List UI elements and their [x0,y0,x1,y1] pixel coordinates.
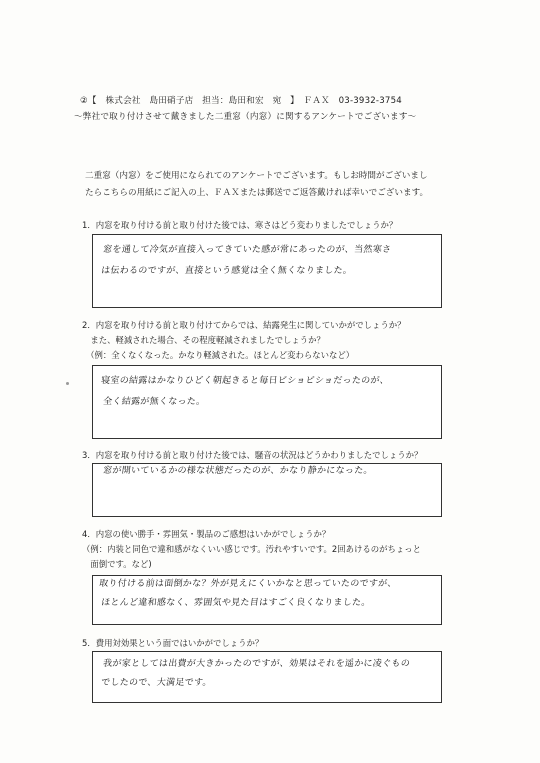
handwritten-answer: 全く結露が無くなった。 [102,397,206,407]
handwritten-answer: 取り付ける前は面倒かな？外が見えにくいかなと思っていたのですが、 [98,579,398,589]
question-text: 1．内窓を取り付ける前と取り付けた後では、寒さはどう変わりましたでしょうか？ [82,220,398,230]
question-text: また、軽減された場合、その程度軽減されましたでしょうか？ [82,335,325,345]
question-text: 4．内窓の使い勝手・雰囲気・製品のご感想はいかがでしょうか？ [82,529,331,539]
handwritten-answer: 我が家としては出費が大きかったのですが、効果はそれを遥かに凌ぐもの [102,659,411,669]
answer-box-3 [92,463,442,517]
handwritten-answer: 寝室の結露はかなりひどく朝起きると毎日ビショビショだったのが、 [100,376,390,386]
intro-paragraph [85,168,505,202]
question-4 [82,527,421,572]
question-text: 3．内窓を取り付ける前と取り付けた後では、騒音の状況はどうかわりましたでしょうか？ [82,450,423,460]
answer-box-1 [92,234,442,308]
intro-line: たらこちらの用紙にご記入の上、ＦＡＸまたは郵送でご返答戴ければ幸いでございます。 [85,188,429,198]
answer-box-4 [92,575,442,625]
question-text: （例：全くなくなった。かなり軽減された。ほとんど変わらないなど） [82,350,355,360]
scan-speck [66,382,69,385]
question-text: 2．内窓を取り付ける前と取り付けてからでは、結露発生に関していかがでしょうか？ [82,320,406,330]
question-1 [82,218,397,233]
handwritten-answer: 窓が開いているかの様な状態だったのが、かなり静かになった。 [102,466,374,476]
answer-box-5 [92,651,442,703]
handwritten-answer: 窓を通して冷気が直接入ってきていた感が常にあったのが、当然寒さ [102,245,392,255]
answer-box-2 [92,365,442,439]
question-3 [82,448,422,463]
handwritten-answer: でしたので、大満足です。 [100,678,213,688]
question-text: 5．費用対効果という面ではいかがでしょうか？ [82,638,264,648]
handwritten-answer: ほとんど違和感なく、雰囲気や見た目はすごく良くなりました。 [100,598,372,608]
question-5 [82,636,263,651]
question-text: （例：内装と同色で違和感がなくいい感じです。汚れやすいです。2回あけるのがちょっと [82,544,421,554]
question-2 [82,318,406,363]
handwritten-answer: は伝わるのですが、直接という感覚は全く無くなりました。 [100,266,353,276]
question-text: 面倒です。など) [82,559,152,569]
survey-subtitle: ～弊社で取り付けさせて戴きました二重窓（内窓）に関するアンケートでございます～ [74,112,417,122]
fax-header: ②【 株式会社 島田硝子店 担当：島田和宏 宛 】 ＦＡＸ 03-3932-3754 [80,96,402,106]
intro-line: 二重窓（内窓）をご使用になられてのアンケートでございます。もしお時間がございまし [85,171,428,181]
